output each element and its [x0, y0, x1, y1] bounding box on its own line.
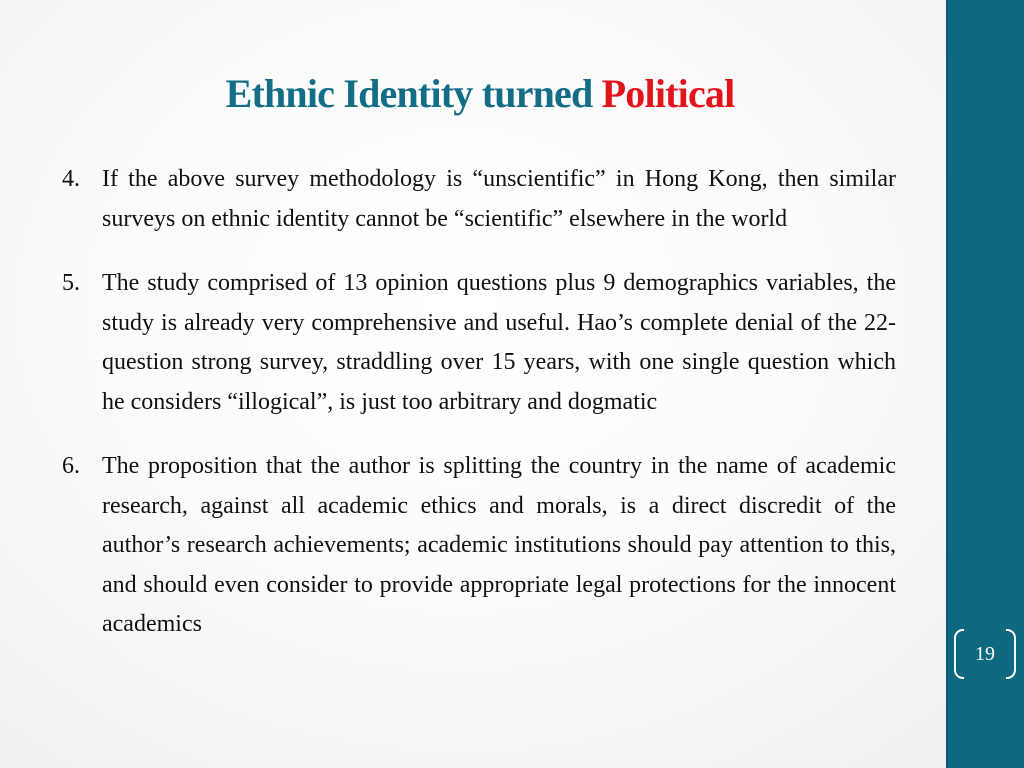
page-number-box: [954, 629, 1016, 679]
list-item-number: 6.: [62, 453, 80, 479]
list-item-number: 4.: [62, 166, 80, 192]
list-item-text: If the above survey methodology is “unscientific” in Hong Kong, then similar surveys on ethnic identity cannot be “scientific” elsewhere in the world: [102, 166, 896, 232]
numbered-list: [62, 160, 896, 670]
page-number: 19: [975, 643, 995, 665]
list-item: [62, 160, 896, 239]
slide-title: [0, 70, 960, 117]
list-item: [62, 264, 896, 422]
title-main: Ethnic Identity turned: [225, 71, 593, 116]
list-item: [62, 447, 896, 645]
list-item-number: 5.: [62, 270, 80, 296]
list-item-text: The study comprised of 13 opinion questions plus 9 demographics variables, the study is already very comprehensive and useful. Hao’s complete denial of the 22-question strong survey, straddling over 15 years, with one single question which he considers “illogical”, is just too arbitrary and dogmatic: [102, 270, 896, 415]
list-item-text: The proposition that the author is splitting the country in the name of academic research, against all academic ethics and morals, is a direct discredit of the author’s research achievements; academic institutions should pay attention to this, and should even consider to provide appropriate legal protections for the innocent academics: [102, 453, 896, 637]
title-accent: Political: [601, 71, 735, 116]
